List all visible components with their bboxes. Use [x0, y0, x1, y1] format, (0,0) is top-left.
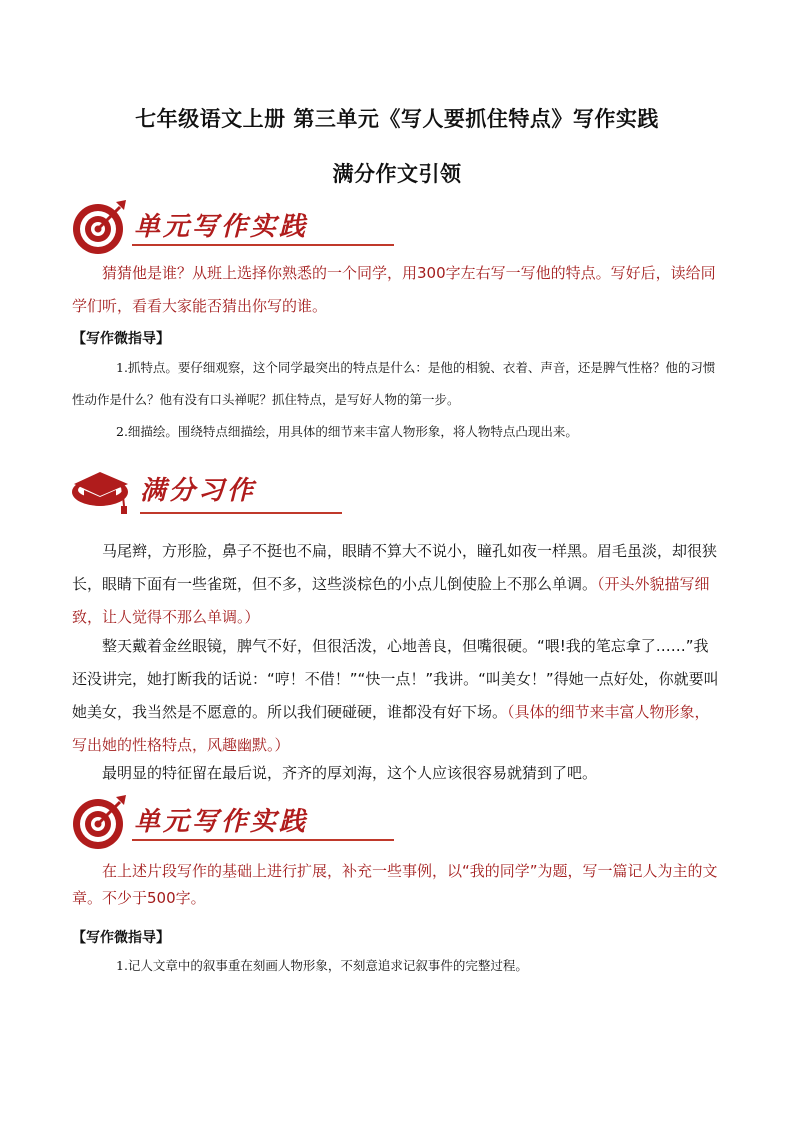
guide-item-1: 1.记人文章中的叙事重在刻画人物形象，不刻意追求记叙事件的完整过程。	[116, 958, 528, 973]
section-underline	[132, 244, 394, 246]
writing-prompt	[72, 257, 722, 323]
section-title: 单元写作实践	[134, 807, 309, 837]
target-icon	[70, 198, 130, 256]
guide-label: 【写作微指导】	[72, 331, 170, 347]
section-underline	[132, 839, 394, 841]
prompt-text: 在上述片段写作的基础上进行扩展，补充一些事例，以“我的同学”为题，写一篇记人为主的文章。不少于500字。	[72, 862, 718, 907]
paragraph-text: 整天戴着金丝眼镜，脾气不好，但很活泼，心地善良，但嘴很硬。“喂!我的笔忘拿了……”我还没讲完，她打断我的话说：“哼！不借！”“快一点！”我讲。“叫美女！”得她一点好处，你就要叫她美女，我当然是不愿意的。所以我们硬碰硬，谁都没有好下场。	[72, 637, 719, 721]
guide-label: 【写作微指导】	[72, 930, 170, 946]
writing-prompt-2	[72, 858, 722, 912]
paragraph-comment: （具体的细节来丰富人物形象，写出她的性格特点，风趣幽默。）	[72, 703, 710, 754]
paragraph-comment: （开头外貌描写细致，让人觉得不那么单调。）	[72, 575, 710, 626]
guide-item-2: 2.细描绘。围绕特点细描绘，用具体的细节来丰富人物形象，将人物特点凸现出来。	[116, 424, 578, 439]
target-icon	[70, 793, 130, 851]
essay-paragraph-2	[72, 630, 722, 762]
paragraph-text: 马尾辫，方形脸，鼻子不挺也不扁，眼睛不算大不说小，瞳孔如夜一样黑。眉毛虽淡，却很狭长，眼睛下面有一些雀斑，但不多，这些淡棕色的小点儿倒使脸上不那么单调。	[72, 542, 718, 593]
section-header-model-essay	[70, 462, 340, 520]
essay-paragraph-3	[72, 757, 722, 790]
paragraph-text: 最明显的特征留在最后说，齐齐的厚刘海，这个人应该很容易就猜到了吧。	[102, 764, 598, 782]
guide-item-1: 1.抓特点。要仔细观察，这个同学最突出的特点是什么：是他的相貌、衣着、声音，还是脾气性格？他的习惯性动作是什么？他有没有口头禅呢？抓住特点，是写好人物的第一步。	[72, 360, 716, 407]
section-header-practice	[70, 198, 340, 256]
section-title: 单元写作实践	[134, 212, 309, 242]
document-title: 七年级语文上册 第三单元《写人要抓住特点》写作实践	[135, 106, 659, 131]
section-title: 满分习作	[140, 476, 257, 506]
document-subtitle: 满分作文引领	[332, 161, 462, 186]
section-underline	[140, 512, 342, 514]
prompt-text: 猜猜他是谁？从班上选择你熟悉的一个同学，用300字左右写一写他的特点。写好后，读给同学们听，看看大家能否猜出你写的谁。	[72, 264, 716, 315]
section-header-practice-2	[70, 793, 340, 851]
graduation-cap-icon	[70, 462, 132, 520]
essay-paragraph-1	[72, 535, 722, 634]
